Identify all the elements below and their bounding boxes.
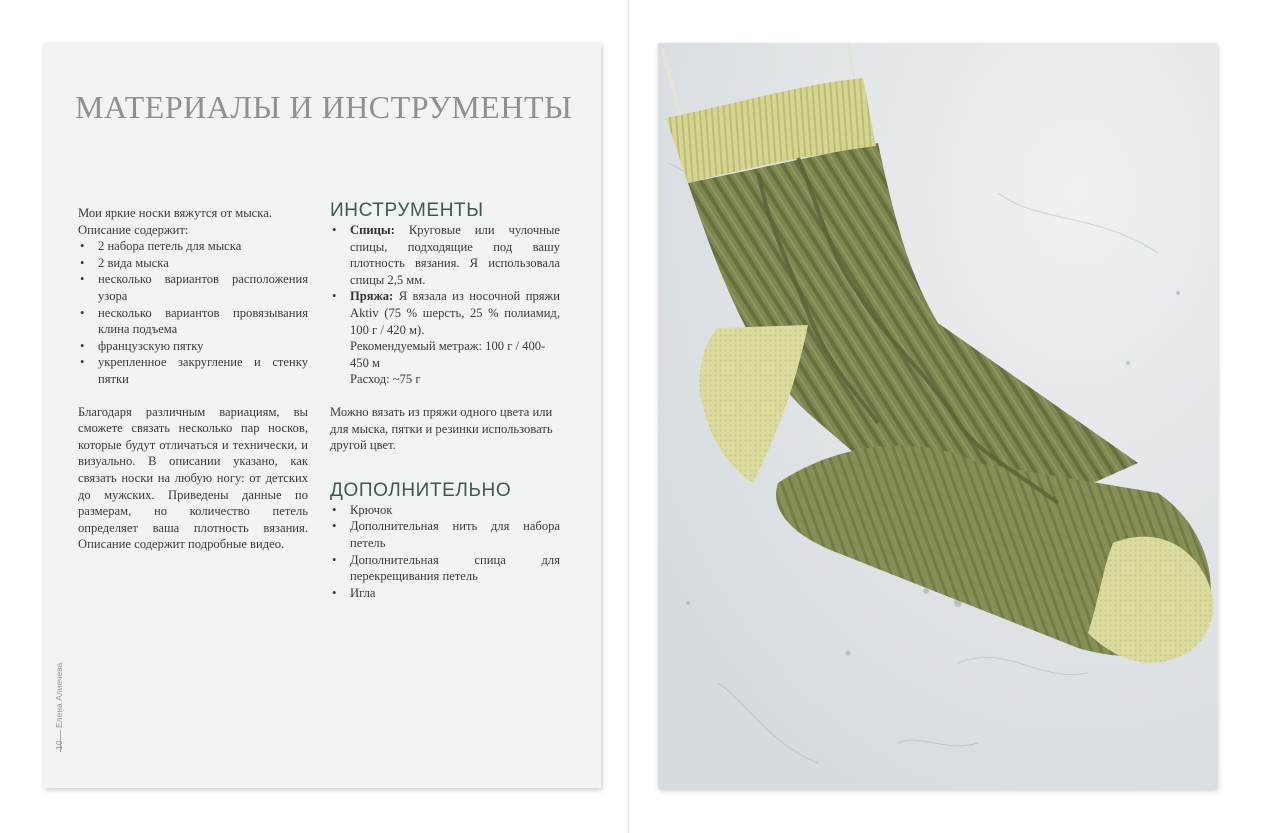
extra-list — [330, 502, 560, 602]
page-title: МАТЕРИАЛЫ И ИНСТРУМЕНТЫ — [75, 89, 573, 125]
contents-list — [78, 238, 308, 387]
tools-list — [330, 222, 560, 338]
list-item: • Дополнительная нить для набора петель — [330, 518, 560, 551]
intro-line-1: Мои яркие носки вяжутся от мыска. — [78, 206, 272, 220]
sock-photo — [658, 43, 1217, 789]
list-item — [330, 288, 560, 338]
tool-text: Круговые или чулочные спицы, подходящие под вашу плотность вязания. Я использовала спицы 2,5 мм. — [350, 223, 560, 287]
author-name: Елена Алиечева — [54, 662, 64, 728]
yarn-recommended: Рекомендуемый метраж: 100 г / 400-450 м — [350, 339, 546, 370]
list-item: • французскую пятку — [78, 338, 308, 355]
tool-text: Я вязала из носочной пряжи Aktiv (75 % шерсть, 25 % полиамид, 100 г / 420 м). — [350, 289, 560, 337]
list-item: • Дополнительная спица для перекрещивания петель — [330, 552, 560, 585]
description-paragraph: Благодаря различным вариациям, вы сможете связать несколько пар носков, которые будут отличаться и технически, и визуально. В описании указано, как связать носки на любую ногу: от детских до мужских. Приведены данные по размерам, но количество петель определяет ваша плотность вязания. Описание содержит подробные видео. — [78, 404, 308, 552]
list-item: • укрепленное закругление и стенку пятки — [78, 354, 308, 387]
tool-label: Спицы: — [350, 223, 395, 237]
sock-illustration — [658, 43, 1217, 789]
yarn-usage: Расход: ~75 г — [350, 372, 421, 387]
list-item — [330, 222, 560, 288]
extra-heading: ДОПОЛНИТЕЛЬНО — [330, 479, 512, 501]
list-item: • 2 набора петель для мыска — [78, 238, 308, 255]
page-number: 10 — [54, 740, 64, 750]
tools-note: Можно вязать из пряжи одного цвета или для мыска, пятки и резинки использовать другой цвет. — [330, 404, 553, 453]
intro-line-2: Описание содержит: — [78, 222, 189, 237]
description-column — [78, 205, 308, 553]
book-spine — [628, 0, 629, 833]
tool-label: Пряжа: — [350, 289, 394, 304]
materials-column — [330, 200, 560, 601]
list-item: • несколько вариантов расположения узора — [78, 271, 308, 304]
tools-heading: ИНСТРУМЕНТЫ — [330, 200, 484, 221]
left-page — [44, 43, 601, 788]
list-item: • 2 вида мыска — [78, 255, 308, 272]
list-item: • Крючок — [330, 502, 560, 519]
list-item: • несколько вариантов провязывания клина подъема — [78, 305, 308, 338]
list-item: • Игла — [330, 585, 560, 602]
